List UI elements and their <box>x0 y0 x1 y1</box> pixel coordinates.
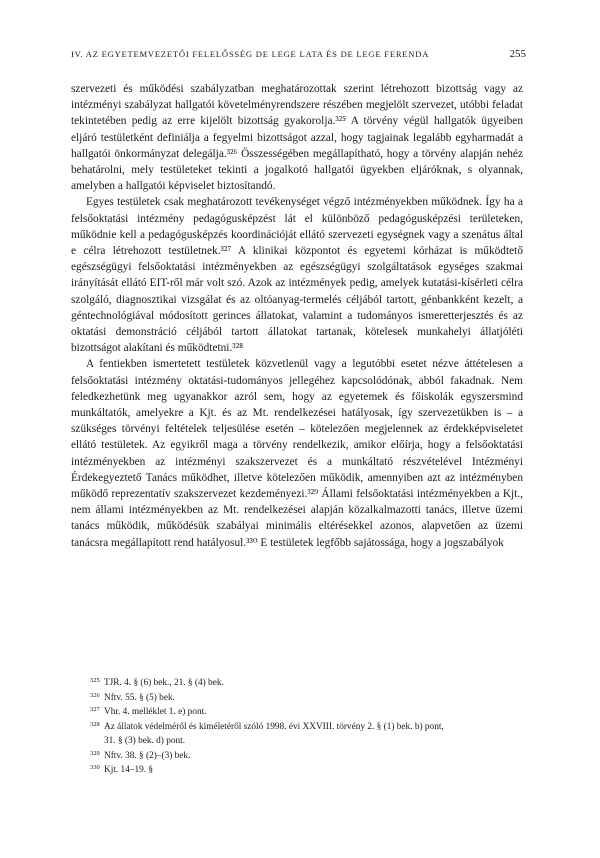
footnote-number: 329 <box>90 749 100 757</box>
paragraph: Egyes testületek csak meghatározott tevékenységet végző intézményekben működnek. Így ha a felsőoktatási intézmény pedagógusképzést lát el különböző pedagógusképzési területeken, működnie kell a pedagógusképzés koordinációját ellátó szervezeti egységnek vagy a szenátus által e célra létrehozott testületnek.³²⁷ A klinikai központot és egyetemi kórházat is működtető egészségügyi felsőoktatási intézményekben az egészségügyi szolgáltatások egységes szakmai irányítását ellátó EIT-ről már volt szó. Azok az intézmények pedig, amelyek kutatási-kísérleti célra szolgáló, diagnosztikai vizsgálat és az oltóanyag-termelés céljából tartott, génbankként kezelt, a géntechnológiával módosított gerinces állatokat, valamint a tudományos ismeretterjesztés és az oktatási demonstráció céljából tartott állatokat tartanak, kötelesek munkahelyi állatjóléti bizottságot alakítani és működtetni.³²⁸ <box>71 196 523 355</box>
footnote-number: 325 <box>90 677 100 684</box>
paragraph: szervezeti és működési szabályzatban meghatározottak szerint létrehozott bizottság vagy az intézményi szabályzat hallgatói követelményrendszere részében megjelölt szervezet, utóbbi feladat tekintetében pedig az erre kijelölt bizottság gyakorolja.³²⁵ A törvény végül hallgatók ügyeiben eljáró testületként definiálja a fegyelmi bizottságot azzal, hogy tagjainak legalább egyharmadát a hallgatói önkormányzat delegálja.³²⁶ Összességében megállapítható, hogy a törvény alapján nehéz behatárolni, mely testületeket tekinti a jogalkotó hallgatói ügyekben eljáróknak, s olyannak, amelyben a hallgatói képviselet biztosítandó. <box>71 83 523 193</box>
footnote <box>90 691 510 706</box>
footnote <box>90 763 510 778</box>
footnote-number: 327 <box>90 706 100 713</box>
main-text <box>71 81 523 551</box>
footnote-text: Az állatok védelméről és kíméletéről szóló 1998. évi XXVIII. törvény 2. § (1) bek. b) pont, <box>104 721 444 732</box>
footnote <box>90 720 510 749</box>
footnote-text: TJR. 4. § (6) bek., 21. § (4) bek. <box>104 678 224 688</box>
paragraph: A fentiekben ismertetett testületek közvetlenül vagy a legutóbbi esetet nézve áttételesen a felsőoktatási intézmény oktatási-tudományos jellegéhez kapcsolódónak, abból fakadnak. Nem feledkezhetünk meg ugyanakkor azról sem, hogy az egyetemek és főiskolák egyszersmind munkáltatók, amelyekre a Kjt. és az Mt. rendelkezései hatályosak, így szervezetükben is – a szükséges törvényi feltételek teljesülése esetén – kötelezően megjelennek az érdekképviseletet ellátó testületek. Az egyikről maga a törvény rendelkezik, amikor előírja, hogy a felsőoktatási intézményekben az intézményi szakszervezet és a munkáltató részvételével Intézményi Érdekegyeztető Tanács működhet, illetve kötelezően működik, amennyiben azt az intézményben működő reprezentatív szakszervezet kezdeményezi.³²⁹ Állami felsőoktatási intézményekben a Kjt., nem állami intézményekben az Mt. rendelkezései alapján közalkalmazotti tanács, illetve üzemi tanács működik, működésük szabályai minimális eltérésekkel azonos, alapvetően az üzemi tanácsra megállapított rend hatályosul.³³⁰ E testületek legfőbb sajátossága, hogy a jogszabályok <box>71 358 523 549</box>
footnote-text-continued: 31. § (3) bek. d) pont. <box>104 736 186 746</box>
page-number: 255 <box>509 48 526 60</box>
footnote-number: 328 <box>90 720 100 728</box>
footnote-number: 326 <box>90 691 100 699</box>
footnote <box>90 676 510 691</box>
footnotes <box>90 676 510 778</box>
footnote-text: Kjt. 14–19. § <box>104 765 154 775</box>
footnote <box>90 705 510 720</box>
footnote-text: Vhr. 4. melléklet 1. e) pont. <box>104 707 207 717</box>
footnote-number: 330 <box>90 764 100 771</box>
chapter-title: IV. AZ EGYETEMVEZETŐI FELELŐSSÉG DE LEGE LATA ÉS DE LEGE FERENDA <box>71 49 430 59</box>
footnote-text: Nftv. 38. § (2)–(3) bek. <box>104 750 191 761</box>
running-header <box>71 49 526 63</box>
footnote-text: Nftv. 55. § (5) bek. <box>104 692 175 703</box>
footnote <box>90 749 510 764</box>
footnote-text-block <box>104 720 510 749</box>
